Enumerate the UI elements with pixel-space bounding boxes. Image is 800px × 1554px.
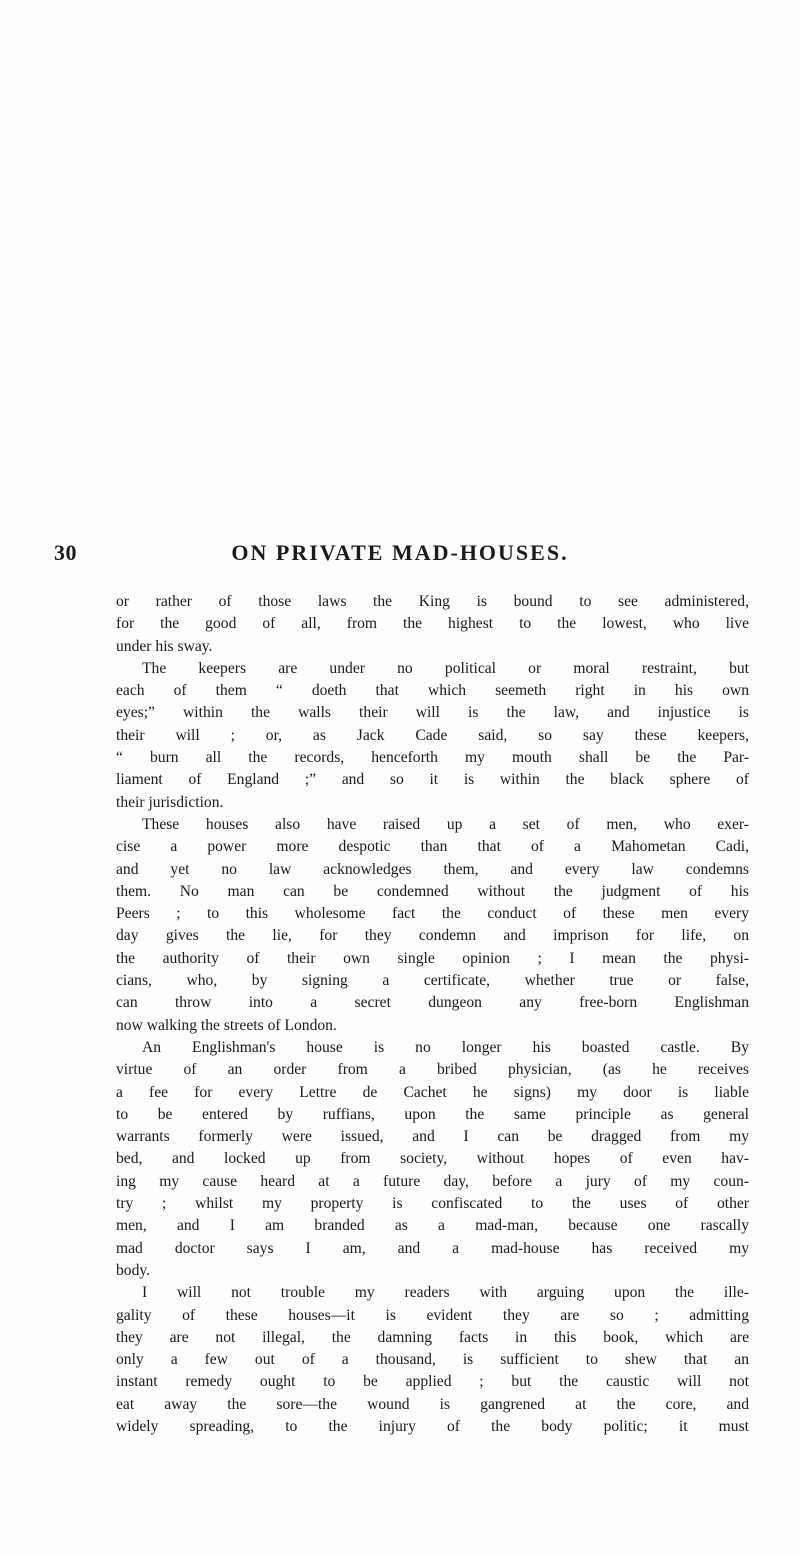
text-line: I will not trouble my readers with arguing upon the ille- [142,1284,749,1302]
text-line: mad doctor says I am, and a mad-house has received my [116,1239,749,1257]
text-line: These houses also have raised up a set of men, who exer- [142,815,749,833]
text-line: their will ; or, as Jack Cade said, so say these keepers, [116,726,749,744]
text-line: day gives the lie, for they condemn and imprison for life, on [116,927,749,945]
text-line: under his sway. [116,637,213,655]
text-line: An Englishman's house is no longer his boasted castle. By [142,1038,749,1056]
text-line: liament of England ;” and so it is within the black sphere of [116,771,749,789]
text-line: ing my cause heard at a future day, before a jury of my coun- [116,1172,749,1190]
text-line: for the good of all, from the highest to the lowest, who live [116,615,749,633]
text-line: gality of these houses—it is evident they are so ; admitting [116,1306,749,1324]
page-number: 30 [54,540,77,565]
text-line: their jurisdiction. [116,793,224,811]
page-header [0,540,800,570]
text-line: the authority of their own single opinion ; I mean the physi- [116,949,749,967]
text-line: body. [116,1261,151,1279]
text-line: try ; whilst my property is confiscated to the uses of other [116,1195,749,1213]
text-line: eat away the sore—the wound is gangrened at the core, and [116,1395,749,1413]
text-line: “ burn all the records, henceforth my mouth shall be the Par- [116,749,749,767]
text-line: bed, and locked up from society, without hopes of even hav- [116,1150,749,1168]
text-line: them. No man can be condemned without the judgment of his [116,882,749,900]
text-line: or rather of those laws the King is bound to see administered, [116,593,749,610]
text-line: Peers ; to this wholesome fact the conduct of these men every [116,905,749,923]
running-head: ON PRIVATE MAD-HOUSES. [231,540,569,565]
text-line: The keepers are under no political or moral restraint, but [142,659,749,677]
text-line: they are not illegal, the damning facts in this book, which are [116,1328,749,1346]
text-line: men, and I am branded as a mad-man, because one rascally [116,1217,749,1235]
text-line: warrants formerly were issued, and I can be dragged from my [116,1128,749,1146]
text-line: cise a power more despotic than that of a Mahometan Cadi, [116,838,749,856]
text-line: widely spreading, to the injury of the body politic; it must [116,1417,749,1435]
text-line: and yet no law acknowledges them, and every law condemns [116,860,749,878]
text-line: eyes;” within the walls their will is the law, and injustice is [116,704,749,722]
text-line: instant remedy ought to be applied ; but the caustic will not [116,1373,749,1391]
text-line: a fee for every Lettre de Cachet he signs) my door is liable [116,1083,749,1101]
text-line: now walking the streets of London. [116,1016,337,1034]
text-line: each of them “ doeth that which seemeth right in his own [116,682,749,700]
text-line: can throw into a secret dungeon any free-born Englishman [116,994,749,1012]
text-line: cians, who, by signing a certificate, whether true or false, [116,972,749,990]
text-line: virtue of an order from a bribed physician, (as he receives [116,1061,749,1079]
text-line: only a few out of a thousand, is sufficient to shew that an [116,1351,749,1369]
text-line: to be entered by ruffians, upon the same principle as general [116,1105,749,1123]
body-text [116,591,749,1438]
